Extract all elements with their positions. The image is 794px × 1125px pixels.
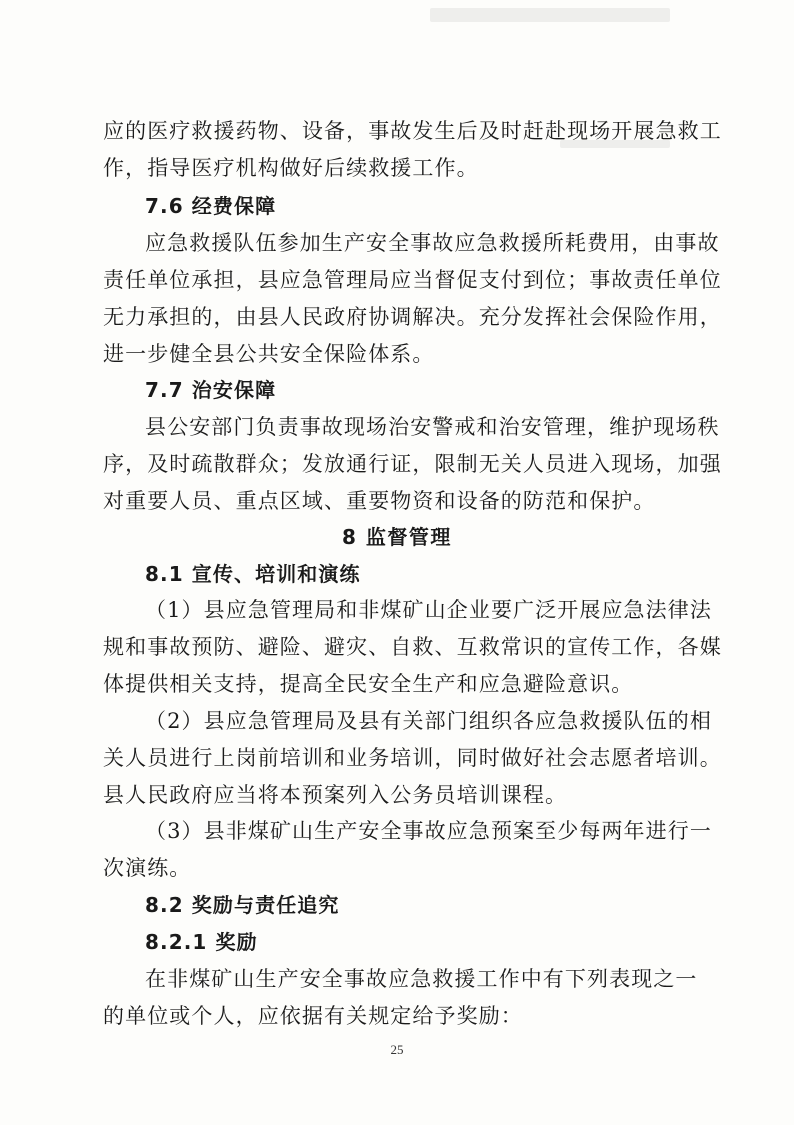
body-line: 应急救援队伍参加生产安全事故应急救援所耗费用，由事故 (145, 231, 720, 255)
body-line: 规和事故预防、避险、避灾、自救、互救常识的宣传工作，各媒 (103, 635, 722, 659)
scan-artifact (430, 8, 670, 22)
body-line: （3）县非煤矿山生产安全事故应急预案至少每两年进行一 (145, 819, 712, 843)
body-line: （1）县应急管理局和非煤矿山企业要广泛开展应急法律法 (145, 598, 712, 622)
body-line: 次演练。 (103, 856, 192, 880)
heading-8-2-1: 8.2.1 奖励 (145, 930, 258, 954)
body-line: 序，及时疏散群众；发放通行证，限制无关人员进入现场，加强 (103, 452, 722, 476)
body-line: 对重要人员、重点区域、重要物资和设备的防范和保护。 (103, 489, 656, 513)
heading-7-6: 7.6 经费保障 (145, 194, 277, 218)
body-line: （2）县应急管理局及县有关部门组织各应急救援队伍的相 (145, 709, 712, 733)
body-line: 关人员进行上岗前培训和业务培训，同时做好社会志愿者培训。 (103, 746, 722, 770)
body-line: 无力承担的，由县人民政府协调解决。充分发挥社会保险作用， (103, 305, 722, 329)
body-line: 体提供相关支持，提高全民安全生产和应急避险意识。 (103, 672, 634, 696)
body-line: 的单位或个人，应依据有关规定给予奖励： (103, 1004, 523, 1028)
body-line: 进一步健全县公共安全保险体系。 (103, 342, 435, 366)
body-line: 作，指导医疗机构做好后续救援工作。 (103, 156, 479, 180)
body-line: 责任单位承担，县应急管理局应当督促支付到位；事故责任单位 (103, 268, 722, 292)
heading-8-1: 8.1 宣传、培训和演练 (145, 562, 361, 586)
body-line: 县公安部门负责事故现场治安警戒和治安管理，维护现场秩 (145, 415, 720, 439)
heading-7-7: 7.7 治安保障 (145, 378, 277, 402)
body-line: 县人民政府应当将本预案列入公务员培训课程。 (103, 783, 568, 807)
body-line: 应的医疗救援药物、设备，事故发生后及时赶赴现场开展急救工 (103, 119, 722, 143)
page-number: 25 (390, 1042, 404, 1057)
section-title-8: 8 监督管理 (342, 525, 452, 549)
body-line: 在非煤矿山生产安全事故应急救援工作中有下列表现之一 (145, 967, 698, 991)
heading-8-2: 8.2 奖励与责任追究 (145, 893, 340, 917)
